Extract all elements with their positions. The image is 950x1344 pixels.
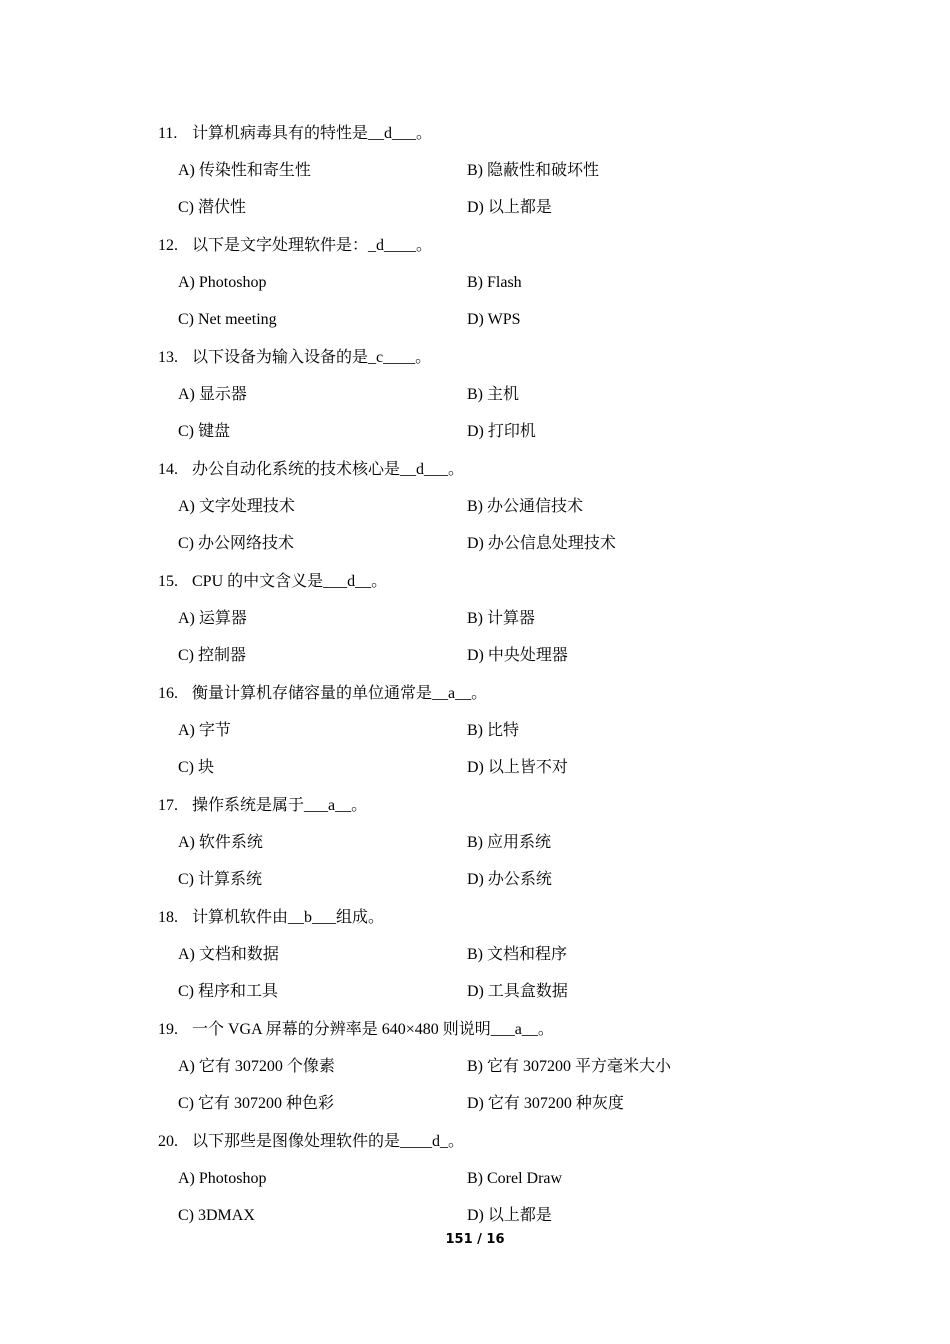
question-stem [158, 1020, 554, 1040]
page-number-footer: 151 / 16 [445, 1232, 505, 1247]
question-number: 19. [158, 1021, 178, 1038]
option-b: B) 办公通信技术 [467, 498, 584, 515]
option-a: A) 它有 307200 个像素 [178, 1058, 335, 1075]
question-stem [158, 908, 384, 928]
question-text: CPU 的中文含义是___d__。 [192, 573, 388, 590]
question-stem [158, 124, 432, 144]
option-c: C) 控制器 [178, 647, 247, 664]
option-c: C) 3DMAX [178, 1207, 255, 1224]
option-a: A) Photoshop [178, 274, 267, 291]
option-c: C) Net meeting [178, 311, 277, 328]
question-text: 一个 VGA 屏幕的分辨率是 640×480 则说明___a__。 [192, 1021, 554, 1038]
question-text: 计算机软件由__b___组成。 [192, 909, 385, 926]
option-d: D) 以上都是 [467, 1207, 552, 1224]
question-number: 14. [158, 461, 178, 478]
option-a: A) 显示器 [178, 386, 247, 403]
question-stem [158, 1132, 464, 1152]
question-stem [158, 236, 432, 256]
question-text: 计算机病毒具有的特性是__d___。 [192, 125, 433, 142]
option-b: B) 应用系统 [467, 834, 552, 851]
option-d: D) 办公系统 [467, 871, 552, 888]
question-number: 15. [158, 573, 178, 590]
question-text: 以下那些是图像处理软件的是____d_。 [192, 1133, 465, 1150]
option-a: A) 文字处理技术 [178, 498, 295, 515]
question-stem [158, 460, 464, 480]
option-b: B) 比特 [467, 722, 520, 739]
question-text: 以下是文字处理软件是：_d____。 [192, 237, 433, 254]
question-stem [158, 796, 367, 816]
option-c: C) 它有 307200 种色彩 [178, 1095, 335, 1112]
option-a: A) 文档和数据 [178, 946, 279, 963]
option-d: D) 它有 307200 种灰度 [467, 1095, 624, 1112]
option-a: A) 传染性和寄生性 [178, 162, 311, 179]
question-text: 操作系统是属于___a__。 [192, 797, 368, 814]
option-d: D) 工具盒数据 [467, 983, 568, 1000]
option-d: D) 办公信息处理技术 [467, 535, 616, 552]
question-number: 17. [158, 797, 178, 814]
option-b: B) 隐蔽性和破坏性 [467, 162, 600, 179]
question-number: 18. [158, 909, 178, 926]
option-d: D) 打印机 [467, 423, 536, 440]
option-c: C) 办公网络技术 [178, 535, 295, 552]
question-text: 衡量计算机存储容量的单位通常是__a__。 [192, 685, 488, 702]
question-number: 16. [158, 685, 178, 702]
option-d: D) 中央处理器 [467, 647, 568, 664]
question-number: 11. [158, 125, 178, 142]
option-b: B) 主机 [467, 386, 520, 403]
option-d: D) 以上皆不对 [467, 759, 568, 776]
option-b: B) Flash [467, 274, 522, 291]
option-b: B) 文档和程序 [467, 946, 568, 963]
option-c: C) 程序和工具 [178, 983, 279, 1000]
option-a: A) Photoshop [178, 1170, 267, 1187]
question-number: 12. [158, 237, 178, 254]
option-b: B) 计算器 [467, 610, 536, 627]
option-a: A) 运算器 [178, 610, 247, 627]
option-a: A) 软件系统 [178, 834, 263, 851]
question-stem [158, 572, 387, 592]
question-number: 13. [158, 349, 178, 366]
question-text: 办公自动化系统的技术核心是__d___。 [192, 461, 465, 478]
option-a: A) 字节 [178, 722, 231, 739]
option-d: D) WPS [467, 311, 521, 328]
option-b: B) 它有 307200 平方毫米大小 [467, 1058, 672, 1075]
option-d: D) 以上都是 [467, 199, 552, 216]
option-c: C) 潜伏性 [178, 199, 247, 216]
option-b: B) Corel Draw [467, 1170, 563, 1187]
question-text: 以下设备为输入设备的是_c____。 [192, 349, 432, 366]
option-c: C) 键盘 [178, 423, 231, 440]
question-stem [158, 684, 487, 704]
question-stem [158, 348, 431, 368]
option-c: C) 块 [178, 759, 215, 776]
option-c: C) 计算系统 [178, 871, 263, 888]
question-number: 20. [158, 1133, 178, 1150]
